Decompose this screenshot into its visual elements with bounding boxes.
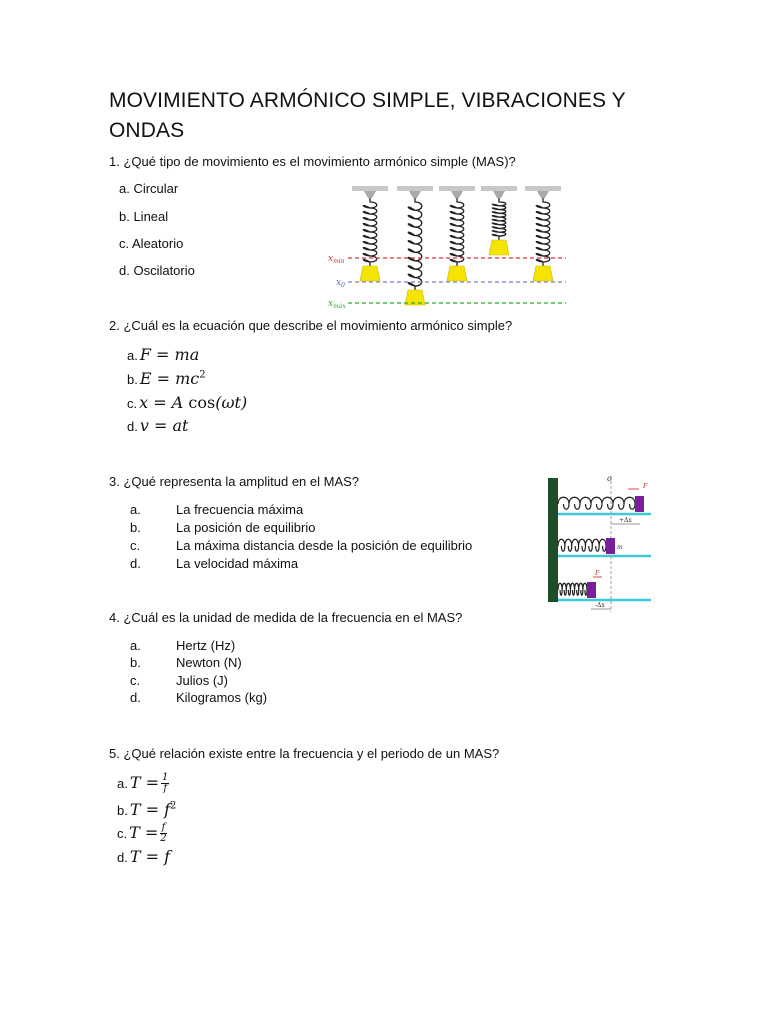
q4-option-a-label: a. <box>130 638 141 653</box>
page-title: MOVIMIENTO ARMÓNICO SIMPLE, VIBRACIONES Y ONDAS <box>109 89 626 142</box>
spring-hook <box>364 191 376 198</box>
q4-option-c: Julios (J) <box>176 673 229 688</box>
q3-option-d: La velocidad máxima <box>176 556 299 571</box>
q2-c-amplitude: A <box>171 393 184 412</box>
q5-option-b: b. $T = f^2$ <box>117 800 177 819</box>
q5-a-numerator: 1 <box>162 772 169 783</box>
q5-option-a-label: a. <box>117 776 128 791</box>
q4-option-d-label: d. <box>130 690 141 705</box>
q4-option-c-label: c. <box>130 673 141 688</box>
question-3: 3. ¿Qué representa la amplitud en el MAS? <box>109 474 360 489</box>
q5-b-lhs: T <box>129 800 141 819</box>
q2-a-rhs: ma <box>174 345 200 364</box>
horizontal-spring-coil <box>558 497 635 509</box>
spring-coil <box>536 198 550 266</box>
ceiling-rail <box>481 186 517 191</box>
hanging-mass <box>447 266 467 281</box>
wall <box>548 478 558 602</box>
q2-a-lhs: F <box>139 345 151 364</box>
q3-option-b-label: b. <box>130 520 141 535</box>
q2-c-argument: (ωt) <box>215 393 248 412</box>
question-4: 4. ¿Cuál es la unidad de medida de la frecuencia en el MAS? <box>109 610 463 625</box>
x-min-label: $x_{min}$ <box>328 254 345 265</box>
spring-hook <box>537 191 549 198</box>
horizontal-spring-figure <box>539 472 656 615</box>
q3-option-b: La posición de equilibrio <box>176 520 316 535</box>
q2-b-rhs: mc <box>175 369 200 388</box>
ceiling-rail <box>525 186 561 191</box>
q1-option-a: a. Circular <box>119 181 179 196</box>
q2-option-b: b. $E = mc^2$ <box>127 369 206 388</box>
vertical-springs-figure <box>326 182 571 312</box>
q3-option-a-label: a. <box>130 502 141 517</box>
question-5: 5. ¿Qué relación existe entre la frecuencia y el periodo de un MAS? <box>109 746 500 761</box>
q5-c-denominator: 2 <box>160 833 167 844</box>
q3-options-list <box>130 502 490 572</box>
q2-b-sup: 2 <box>199 369 206 381</box>
q5-option-c-label: c. <box>117 826 128 841</box>
x-max-label: $x_{máx}$ <box>328 299 346 310</box>
q5-option-d-label: d. <box>117 850 128 865</box>
q5-c-numerator: f <box>161 822 166 833</box>
mass-1 <box>635 496 644 512</box>
spring-coil <box>408 198 422 290</box>
q3-option-c-label: c. <box>130 538 141 553</box>
force-label-1: F <box>643 483 648 490</box>
horizontal-spring-coil <box>558 583 587 595</box>
q2-c-lhs: x <box>139 393 149 412</box>
hanging-mass <box>489 240 509 255</box>
q5-a-lhs: T <box>129 773 141 792</box>
spring-coil <box>492 198 506 240</box>
q5-b-sup: 2 <box>170 800 177 812</box>
question-2: 2. ¿Cuál es la ecuación que describe el movimiento armónico simple? <box>109 318 513 333</box>
q1-option-d: d. Oscilatorio <box>119 263 195 278</box>
q3-option-d-label: d. <box>130 556 141 571</box>
q2-option-d-label: d. <box>127 419 138 434</box>
spring-coil <box>450 198 464 266</box>
q5-option-c: c. T = $\frac{f}{2}$ <box>117 822 167 844</box>
ceiling-rail <box>439 186 475 191</box>
q5-option-a: a. T = $\frac{1}{f}$ <box>117 772 169 794</box>
q5-d-rhs: f <box>164 847 171 866</box>
q1-option-c: c. Aleatorio <box>119 236 184 251</box>
q4-options-list <box>130 638 430 708</box>
q5-option-d: d. T = f <box>117 847 171 866</box>
q3-option-c: La máxima distancia desde la posición de equilibrio <box>176 538 473 553</box>
question-1: 1. ¿Qué tipo de movimiento es el movimiento armónico simple (MAS)? <box>109 154 516 169</box>
q2-option-c: c. x = A cos(ωt) <box>127 393 248 412</box>
spring-hook <box>409 191 421 198</box>
spring-hook <box>493 191 505 198</box>
x-zero-label: $x_0$ <box>336 278 345 289</box>
q4-option-a: Hertz (Hz) <box>176 638 236 653</box>
origin-label: o <box>607 474 612 483</box>
q5-d-lhs: T <box>129 847 141 866</box>
q5-option-b-label: b. <box>117 803 128 818</box>
mass-3 <box>587 582 596 598</box>
q2-option-d: d. v = at <box>127 416 189 435</box>
mass-2 <box>606 538 615 554</box>
q5-c-lhs: T <box>129 823 140 842</box>
q2-c-function: cos <box>188 393 216 412</box>
q4-option-b: Newton (N) <box>176 655 242 670</box>
q5-b-rhs: f <box>164 800 171 819</box>
q2-option-a: a. F = ma <box>127 345 200 364</box>
q4-option-d: Kilogramos (kg) <box>176 690 268 705</box>
q2-b-lhs: E <box>139 369 152 388</box>
force-label-3: F <box>595 570 600 577</box>
ceiling-rail <box>352 186 388 191</box>
ceiling-rail <box>397 186 433 191</box>
hanging-mass <box>533 266 553 281</box>
q2-d-lhs: v <box>139 416 149 435</box>
q2-option-c-label: c. <box>127 396 138 411</box>
q2-d-rhs: at <box>172 416 189 435</box>
plus-dx-label: +Δx <box>619 517 632 524</box>
q4-option-b-label: b. <box>130 655 141 670</box>
hanging-mass <box>360 266 380 281</box>
horizontal-spring-coil <box>558 539 606 551</box>
minus-dx-label: -Δx <box>595 602 605 609</box>
mass-label: m <box>617 544 623 551</box>
q3-option-a: La frecuencia máxima <box>176 502 304 517</box>
q2-option-b-label: b. <box>127 372 138 387</box>
spring-coil <box>363 198 377 266</box>
q2-option-a-label: a. <box>127 348 138 363</box>
q1-option-b: b. Lineal <box>119 209 169 224</box>
q5-a-denominator: f <box>163 783 168 794</box>
spring-hook <box>451 191 463 198</box>
